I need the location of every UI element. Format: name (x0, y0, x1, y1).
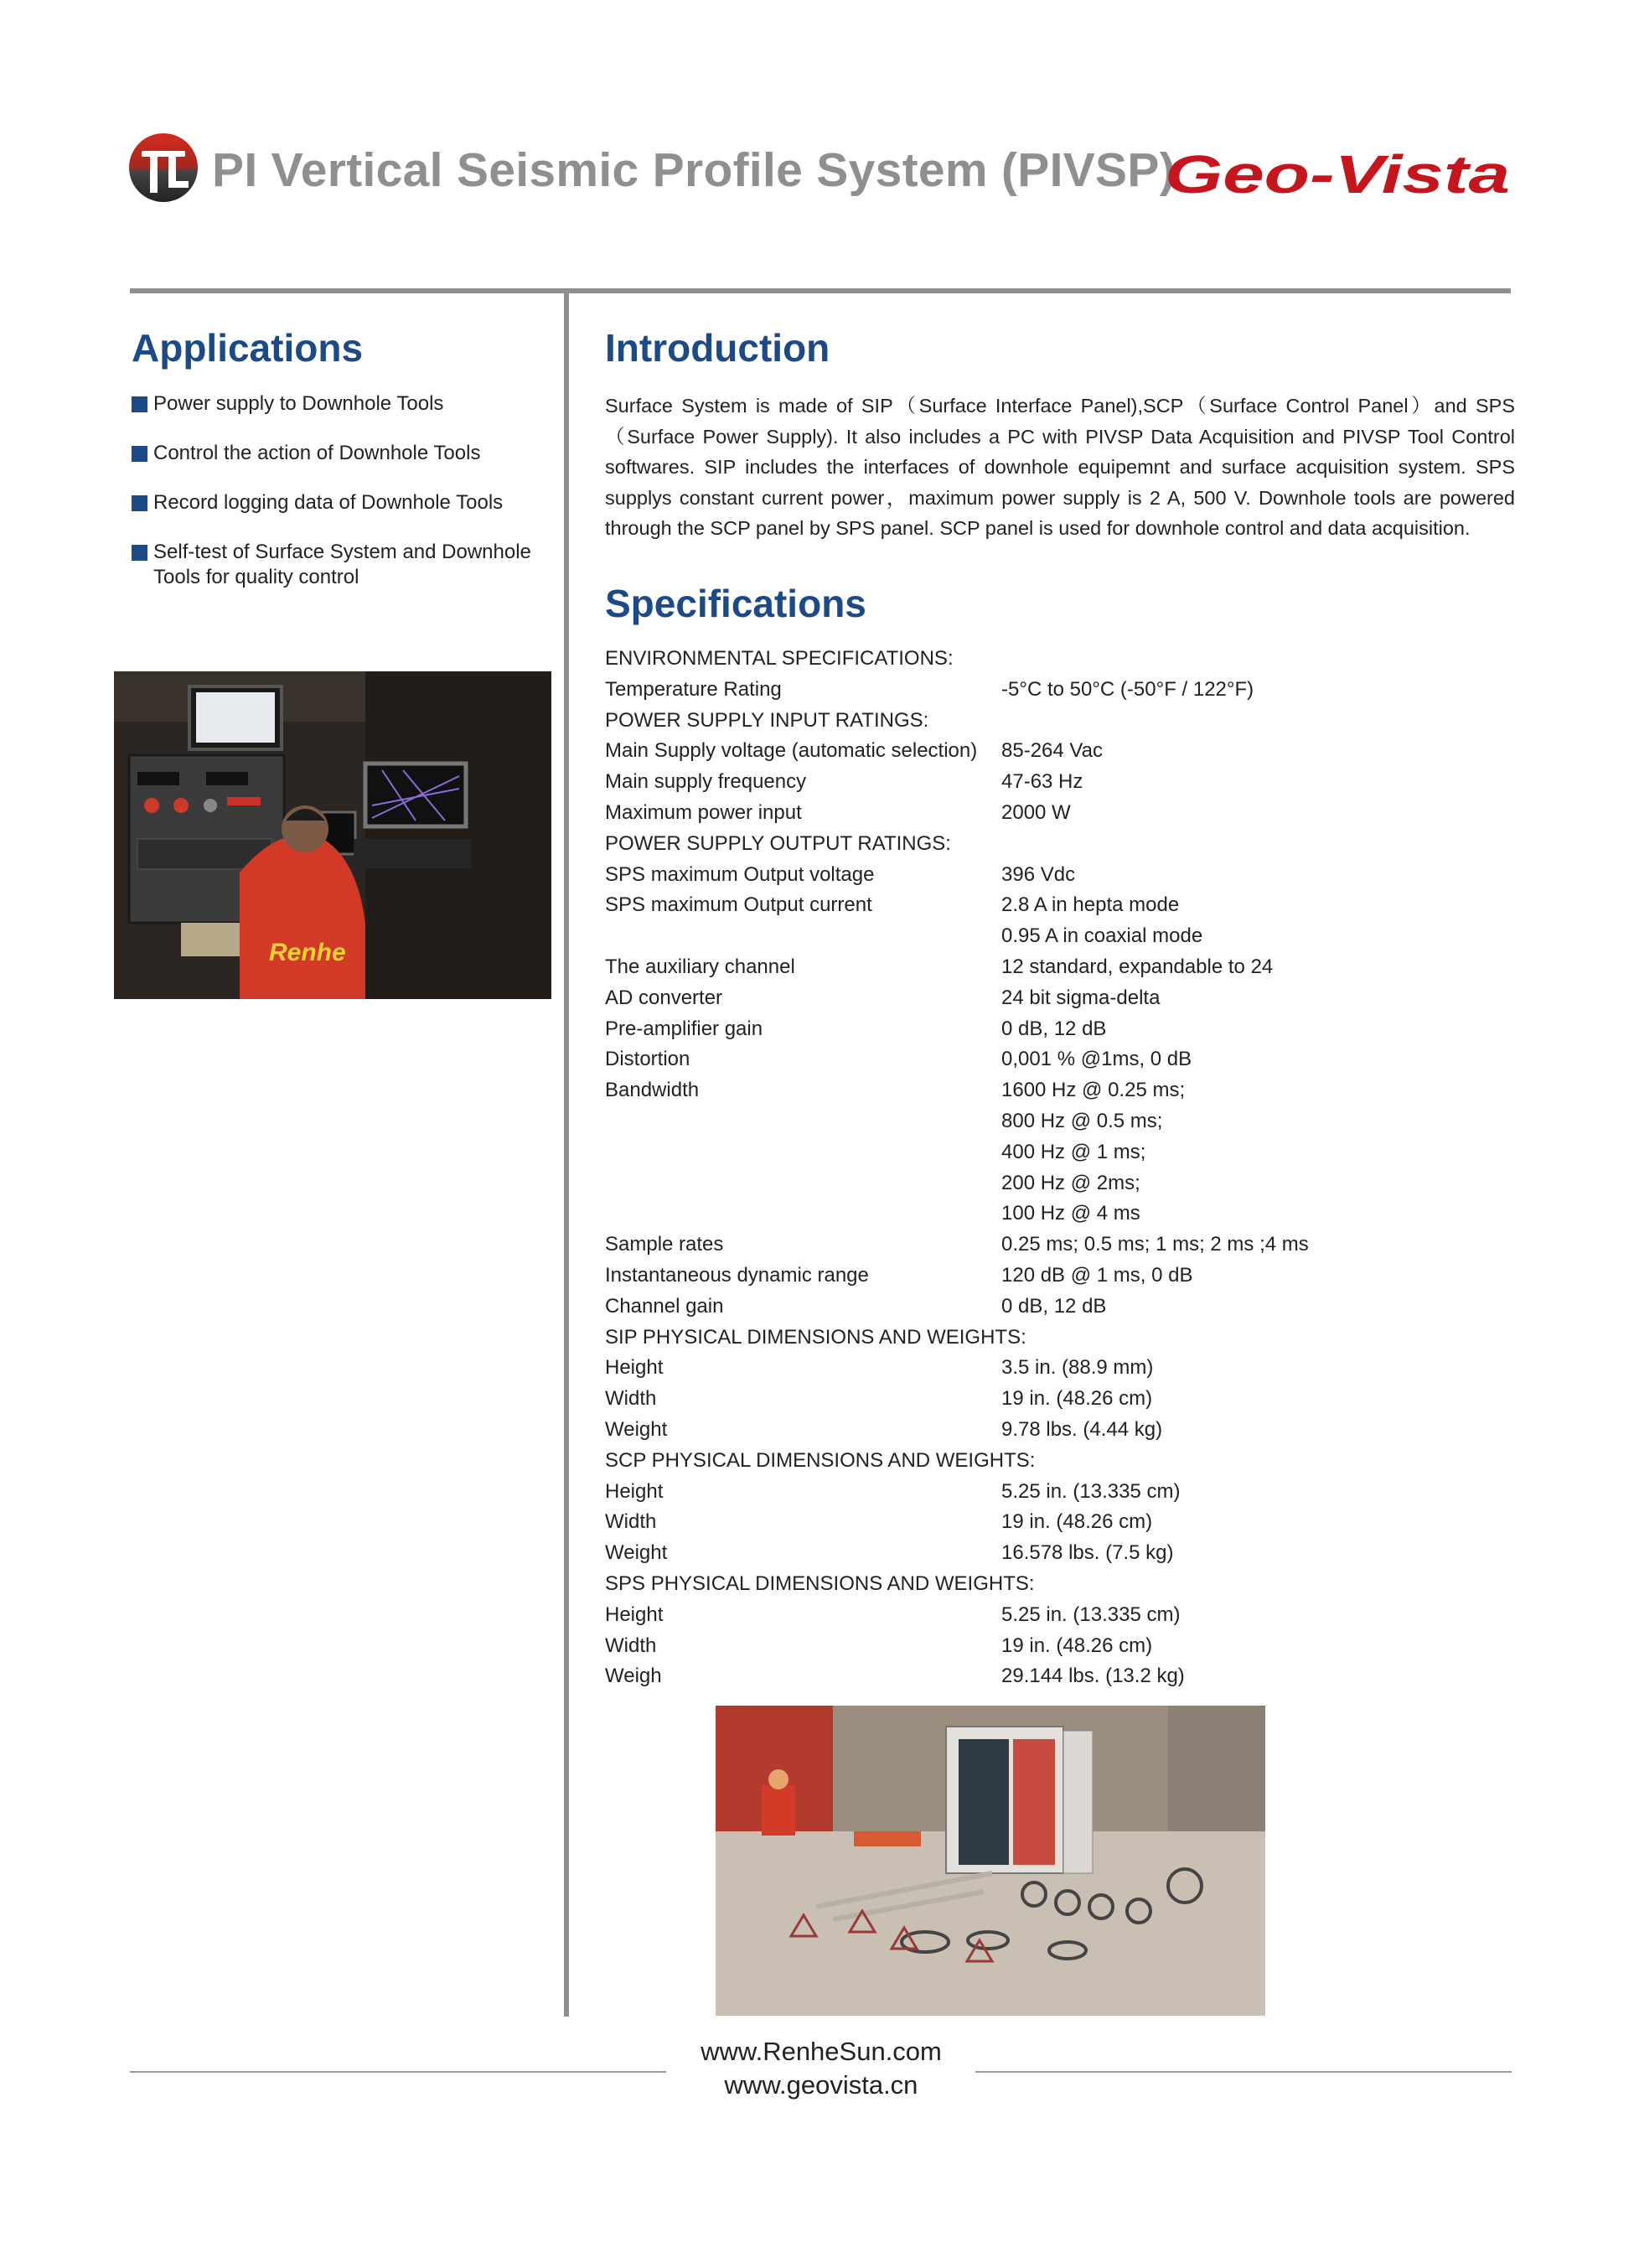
spec-value: -5°C to 50°C (-50°F / 122°F) (1001, 677, 1254, 701)
spec-value: 0,001 % @1ms, 0 dB (1001, 1048, 1192, 1071)
applications-heading: Applications (132, 326, 364, 370)
spec-value: 5.25 in. (13.335 cm) (1001, 1603, 1181, 1626)
spec-row (605, 1014, 1518, 1045)
spec-label: Distortion (605, 1048, 690, 1071)
spec-value: 16.578 lbs. (7.5 kg) (1001, 1541, 1174, 1565)
spec-value: 0.95 A in coaxial mode (1001, 924, 1203, 948)
spec-row (605, 1075, 1518, 1106)
spec-label: Maximum power input (605, 800, 802, 824)
spec-label: ENVIRONMENTAL SPECIFICATIONS: (605, 647, 954, 670)
spec-label: Pre-amplifier gain (605, 1017, 763, 1040)
spec-row (605, 767, 1518, 798)
spec-row (605, 983, 1518, 1014)
spec-value: 3.5 in. (88.9 mm) (1001, 1356, 1154, 1380)
spec-value: 1600 Hz @ 0.25 ms; (1001, 1079, 1186, 1102)
spec-label: Width (605, 1510, 657, 1534)
document-title: PI Vertical Seismic Profile System (PIVSP) (212, 143, 1176, 197)
spec-row (605, 798, 1518, 829)
column-divider (564, 293, 569, 2017)
specifications-heading: Specifications (605, 582, 866, 625)
spec-row (605, 736, 1518, 767)
spec-row (605, 1600, 1518, 1631)
application-item: Control the action of Downhole Tools (132, 441, 546, 466)
spec-row (605, 829, 1518, 860)
spec-row (605, 860, 1518, 891)
spec-label: Weight (605, 1541, 668, 1565)
brand-logo (1163, 142, 1515, 203)
spec-row (605, 1261, 1518, 1292)
spec-row (605, 706, 1518, 737)
spec-label: AD converter (605, 986, 723, 1009)
spec-value: 100 Hz @ 4 ms (1001, 1202, 1140, 1225)
spec-value: 0 dB, 12 dB (1001, 1294, 1107, 1318)
spec-label: SPS maximum Output voltage (605, 862, 875, 886)
spec-row (605, 1569, 1518, 1600)
spec-row (605, 1106, 1518, 1137)
spec-value: 19 in. (48.26 cm) (1001, 1634, 1153, 1657)
introduction-heading: Introduction (605, 326, 830, 370)
bullet-square-icon (132, 495, 147, 511)
spec-label: Height (605, 1479, 664, 1503)
spec-row (605, 1168, 1518, 1199)
spec-value: 0.25 ms; 0.5 ms; 1 ms; 2 ms ;4 ms (1001, 1233, 1309, 1256)
spec-row (605, 1446, 1518, 1477)
spec-row (605, 1292, 1518, 1323)
operator-control-room-photo (114, 671, 551, 999)
spec-row (605, 1507, 1518, 1538)
spec-label: Main supply frequency (605, 770, 807, 794)
application-item: Self-test of Surface System and Downhole Tools for quality control (132, 540, 546, 590)
spec-row (605, 1538, 1518, 1569)
spec-value: 47-63 Hz (1001, 770, 1083, 794)
footer-divider-right (975, 2071, 1512, 2073)
application-item: Record logging data of Downhole Tools (132, 490, 546, 515)
bullet-square-icon (132, 545, 147, 561)
spec-row (605, 1353, 1518, 1384)
spec-row (605, 952, 1518, 983)
application-item: Power supply to Downhole Tools (132, 391, 546, 417)
spec-value: 5.25 in. (13.335 cm) (1001, 1479, 1181, 1503)
spec-label: POWER SUPPLY INPUT RATINGS: (605, 708, 929, 732)
spec-label: Weigh (605, 1665, 662, 1688)
spec-row (605, 1199, 1518, 1230)
specifications-table (605, 644, 1518, 1692)
spec-value: 12 standard, expandable to 24 (1001, 955, 1274, 978)
spec-label: Main Supply voltage (automatic selection) (605, 739, 978, 763)
spec-value: 29.144 lbs. (13.2 kg) (1001, 1665, 1185, 1688)
spec-value: 200 Hz @ 2ms; (1001, 1171, 1140, 1194)
spec-label: POWER SUPPLY OUTPUT RATINGS: (605, 831, 951, 855)
spec-value: 2000 W (1001, 800, 1071, 824)
spec-row (605, 1044, 1518, 1075)
spec-row (605, 675, 1518, 706)
brand-logo-text: Geo-Vista (1165, 144, 1510, 203)
footer-divider-left (130, 2071, 666, 2073)
spec-label: Width (605, 1387, 657, 1411)
surface-equipment-photo (716, 1706, 1265, 2016)
bullet-square-icon (132, 446, 147, 462)
spec-row (605, 1323, 1518, 1354)
bullet-square-icon (132, 396, 147, 412)
spec-label: Channel gain (605, 1294, 724, 1318)
company-logo (128, 132, 199, 203)
header-divider (130, 288, 1511, 293)
spec-value: 9.78 lbs. (4.44 kg) (1001, 1417, 1163, 1441)
spec-label: SPS maximum Output current (605, 893, 872, 917)
introduction-paragraph: Surface System is made of SIP（Surface Interface Panel),SCP（Surface Control Panel）and SPS （Surface Power Supply). It also includes a PC with PIVSP Data Acquisition and PIVSP Tool Control softwares. SIP includes the interfaces of downhole equipemnt and surface acquisition system. SPS supplys constant current power，maximum power supply is 2 A, 500 V. Downhole tools are powered through the SCP panel by SPS panel. SCP panel is used for downhole control and data acquisition. (605, 395, 1515, 540)
spec-value: 400 Hz @ 1 ms; (1001, 1140, 1146, 1163)
spec-label: Instantaneous dynamic range (605, 1263, 869, 1287)
spec-label: Temperature Rating (605, 677, 782, 701)
spec-row (605, 1384, 1518, 1415)
spec-value: 800 Hz @ 0.5 ms; (1001, 1109, 1163, 1132)
spec-row (605, 1230, 1518, 1261)
spec-value: 19 in. (48.26 cm) (1001, 1510, 1153, 1534)
spec-row (605, 644, 1518, 675)
spec-value: 0 dB, 12 dB (1001, 1017, 1107, 1040)
spec-label: Width (605, 1634, 657, 1657)
spec-label: SPS PHYSICAL DIMENSIONS AND WEIGHTS: (605, 1572, 1035, 1595)
spec-label: SCP PHYSICAL DIMENSIONS AND WEIGHTS: (605, 1448, 1036, 1472)
spec-label: Weight (605, 1417, 668, 1441)
footer-url-geovista[interactable]: www.geovista.cn (724, 2070, 918, 2100)
spec-value: 120 dB @ 1 ms, 0 dB (1001, 1263, 1193, 1287)
spec-label: Bandwidth (605, 1079, 700, 1102)
spec-row (605, 1477, 1518, 1508)
spec-row (605, 921, 1518, 952)
spec-label: The auxiliary channel (605, 955, 795, 978)
spec-row (605, 1631, 1518, 1662)
spec-label: Sample rates (605, 1233, 724, 1256)
spec-row (605, 1661, 1518, 1692)
spec-value: 19 in. (48.26 cm) (1001, 1387, 1153, 1411)
spec-value: 85-264 Vac (1001, 739, 1103, 763)
spec-row (605, 1415, 1518, 1446)
spec-value: 24 bit sigma-delta (1001, 986, 1161, 1009)
spec-row (605, 1137, 1518, 1168)
spec-label: Height (605, 1356, 664, 1380)
spec-value: 396 Vdc (1001, 862, 1076, 886)
renhe-logo-text: Renhe (269, 939, 346, 966)
spec-label: SIP PHYSICAL DIMENSIONS AND WEIGHTS: (605, 1325, 1026, 1349)
spec-label: Height (605, 1603, 664, 1626)
spec-value: 2.8 A in hepta mode (1001, 893, 1180, 917)
footer-url-renhesun[interactable]: www.RenheSun.com (701, 2037, 942, 2066)
spec-row (605, 890, 1518, 921)
